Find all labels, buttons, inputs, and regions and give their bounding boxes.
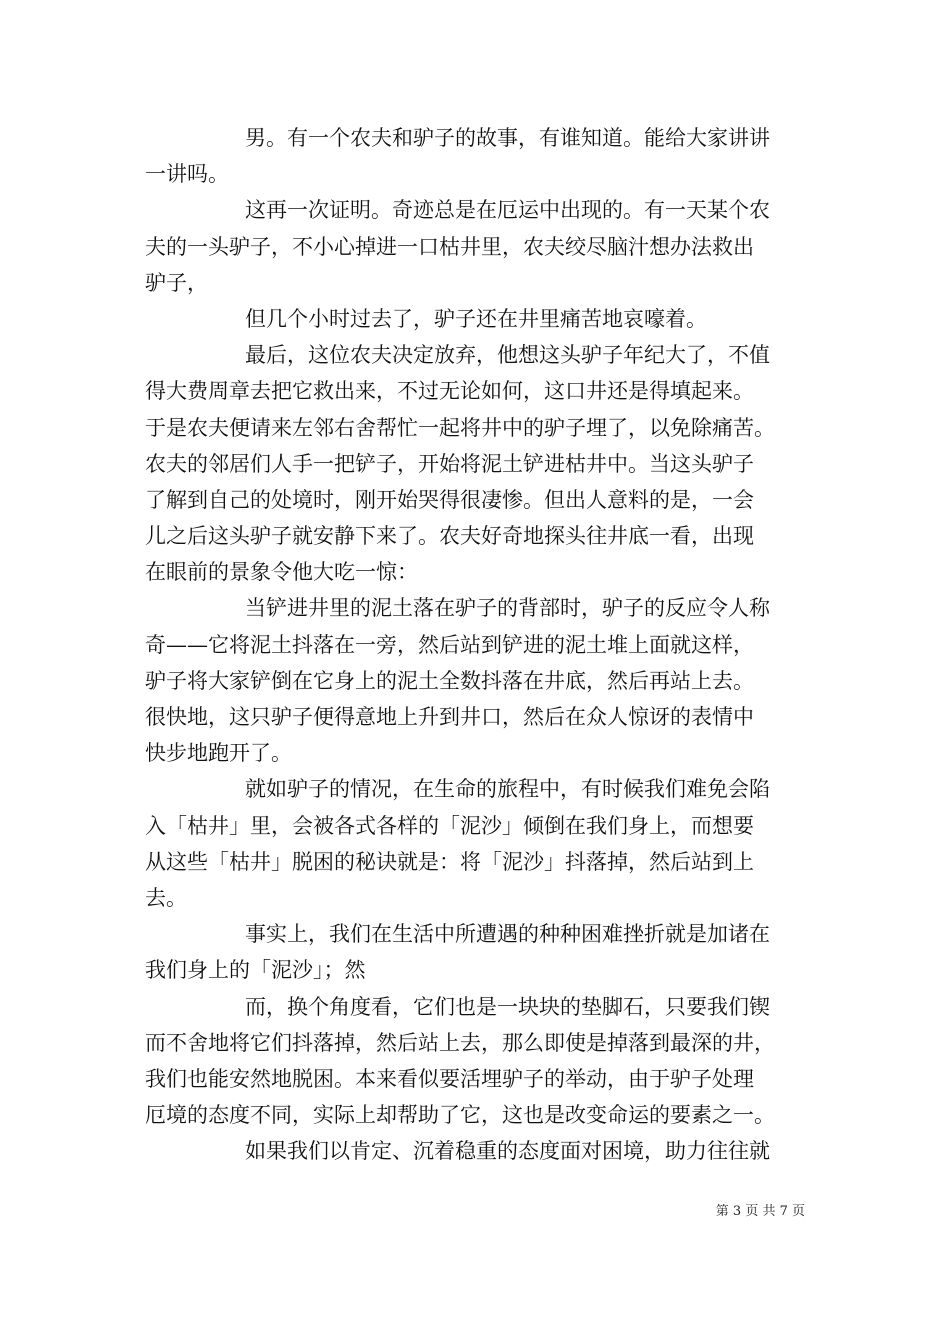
- text-line: 快步地跑开了。: [145, 741, 292, 766]
- text-line: 一讲吗。: [145, 162, 229, 187]
- page-number: 第 3 页 共 7 页: [715, 1204, 805, 1219]
- text-line: 但几个小时过去了，驴子还在井里痛苦地哀嚎着。: [245, 306, 707, 331]
- paragraph-8: [145, 989, 815, 1134]
- text-line: 得大费周章去把它救出来，不过无论如何，这口井还是得填起来。: [145, 379, 754, 404]
- text-line: 如果我们以肯定、沉着稳重的态度面对困境，助力往往就: [245, 1139, 770, 1164]
- paragraph-7: [145, 916, 815, 988]
- text-line: 在眼前的景象令他大吃一惊：: [145, 560, 418, 585]
- text-line: 入「枯井」里，会被各式各样的「泥沙」倾倒在我们身上，而想要: [145, 813, 754, 838]
- text-line: 而，换个角度看，它们也是一块块的垫脚石，只要我们锲: [245, 994, 770, 1019]
- text-line: 于是农夫便请来左邻右舍帮忙一起将井中的驴子埋了，以免除痛苦。: [145, 415, 775, 440]
- text-line: 当铲进井里的泥土落在驴子的背部时，驴子的反应令人称: [245, 596, 770, 621]
- body-text: [145, 120, 815, 1169]
- text-line: 就如驴子的情况，在生命的旅程中，有时候我们难免会陷: [245, 777, 770, 802]
- text-line: 夫的一头驴子，不小心掉进一口枯井里，农夫绞尽脑汁想办法救出: [145, 234, 754, 259]
- paragraph-2: [145, 192, 815, 301]
- paragraph-1: [145, 120, 815, 192]
- text-line: 厄境的态度不同，实际上却帮助了它，这也是改变命运的要素之一。: [145, 1103, 775, 1128]
- paragraph-9: [145, 1133, 815, 1169]
- text-line: 从这些「枯井」脱困的秘诀就是：将「泥沙」抖落掉，然后站到上: [145, 849, 754, 874]
- paragraph-6: [145, 771, 815, 916]
- text-line: 我们也能安然地脱困。本来看似要活埋驴子的举动，由于驴子处理: [145, 1066, 754, 1091]
- text-line: 男。有一个农夫和驴子的故事，有谁知道。能给大家讲讲: [245, 126, 770, 150]
- text-line: 这再一次证明。奇迹总是在厄运中出现的。有一天某个农: [245, 198, 770, 223]
- text-line: 农夫的邻居们人手一把铲子，开始将泥土铲进枯井中。当这头驴子: [145, 451, 754, 476]
- text-line: 而不舍地将它们抖落掉，然后站上去，那么即使是掉落到最深的井，: [145, 1030, 775, 1055]
- text-line: 去。: [145, 885, 187, 910]
- text-line: 最后，这位农夫决定放弃，他想这头驴子年纪大了，不值: [245, 343, 770, 368]
- text-line: 儿之后这头驴子就安静下来了。农夫好奇地探头往井底一看，出现: [145, 524, 754, 549]
- paragraph-5: [145, 590, 815, 771]
- text-line: 驴子，: [145, 270, 208, 295]
- text-line: 了解到自己的处境时，刚开始哭得很凄惨。但出人意料的是，一会: [145, 487, 754, 512]
- paragraph-3: [145, 301, 815, 337]
- text-line: 奇——它将泥土抖落在一旁，然后站到铲进的泥土堆上面就这样，: [145, 632, 754, 657]
- text-line: 很快地，这只驴子便得意地上升到井口，然后在众人惊讶的表情中: [145, 705, 754, 729]
- text-line: 驴子将大家铲倒在它身上的泥土全数抖落在井底，然后再站上去。: [145, 668, 754, 693]
- text-line: 事实上，我们在生活中所遭遇的种种困难挫折就是加诸在: [245, 922, 770, 947]
- paragraph-4: [145, 337, 815, 590]
- text-line: 我们身上的「泥沙」；然: [145, 958, 366, 983]
